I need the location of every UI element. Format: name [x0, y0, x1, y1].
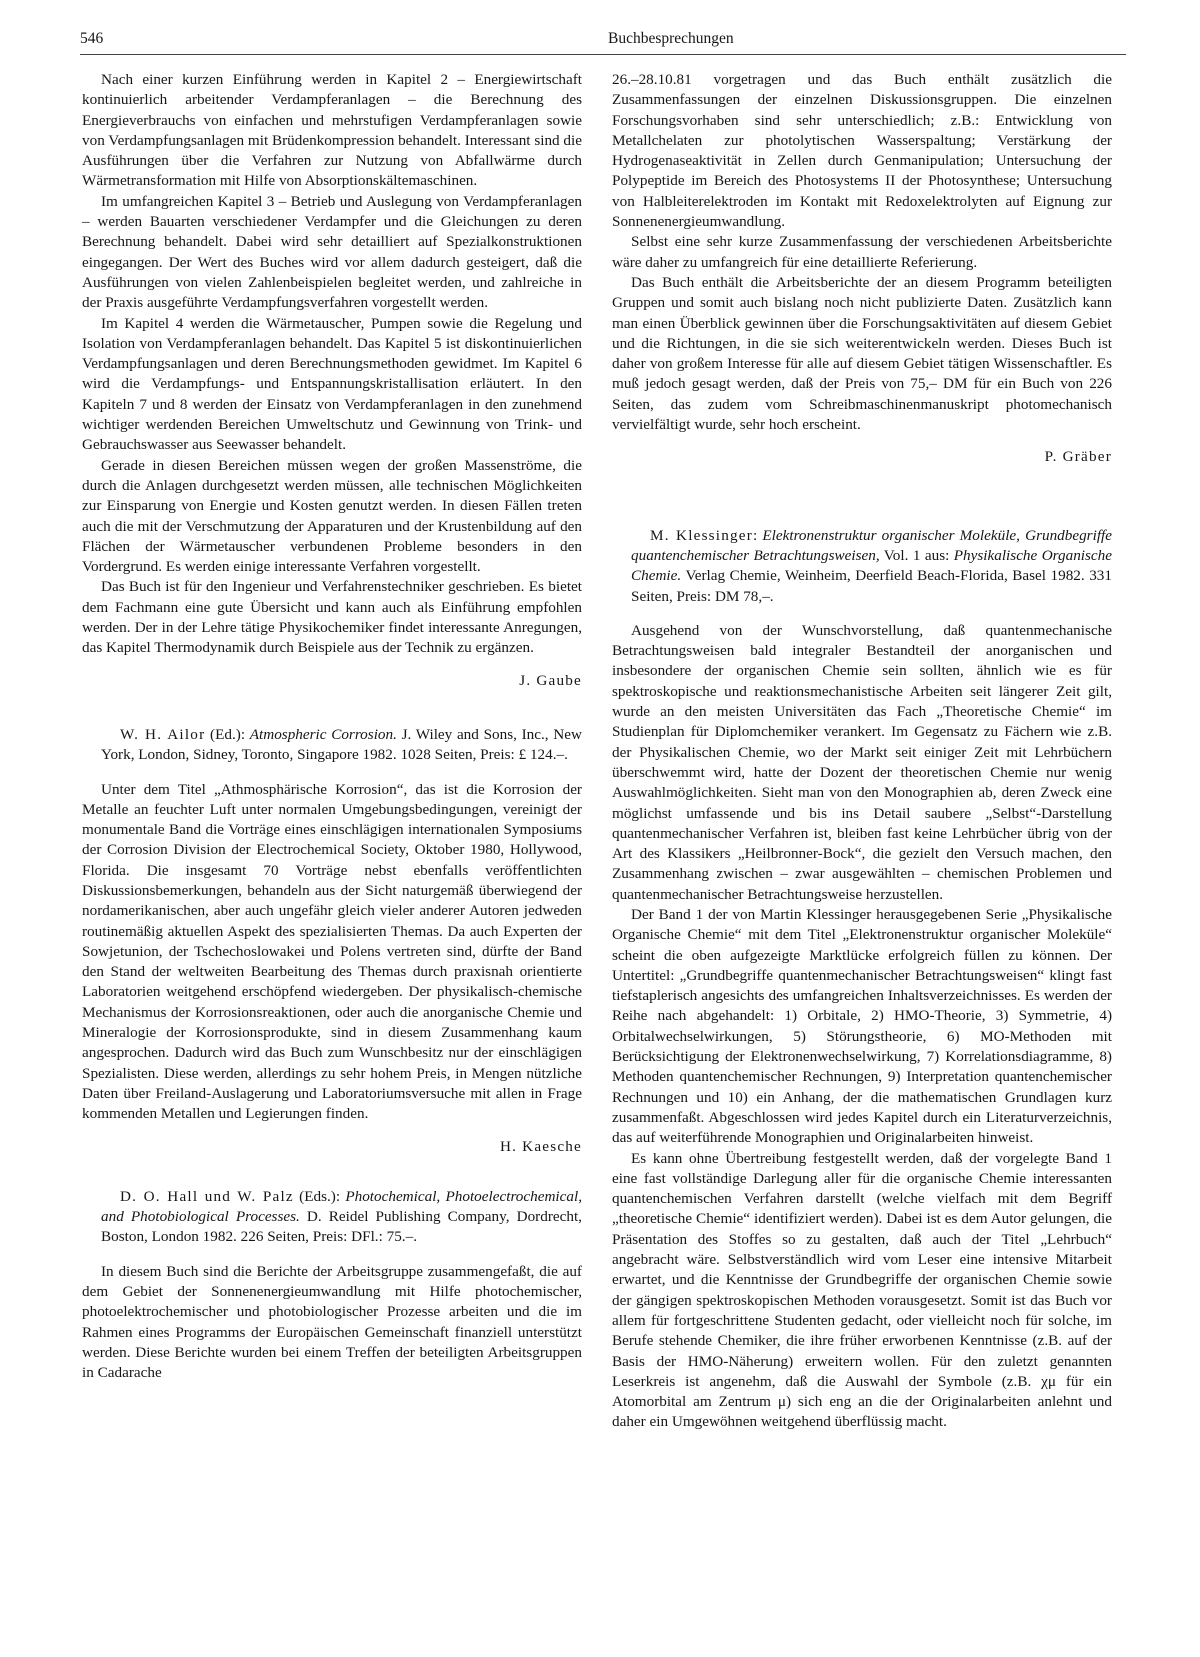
- review3-citation: [82, 1187, 582, 1248]
- review4-editor-note: :: [753, 526, 763, 544]
- review2-paragraph: Unter dem Titel „Athmosphärische Korrosion“, das ist die Korrosion der Metalle an feuchter Luft unter normalen Umgebungsbedingungen, vereinigt der monumentale Band die Vorträge eines einschlägigen internationalen Symposiums der Corrosion Division der Electrochemical Society, Oktober 1980, Hollywood, Florida. Die insgesamt 70 Vorträge nebst ebenfalls veröffentlichten Diskussionsbemerkungen, behandeln aus der Sicht naturgemäß überwiegend der nordamerikanischen, aber auch ungefähr gleich vieler anderer Autoren jedweden routinemäßig aktuellen Aspekt des spezialisierten Themas. Da auch Experten der Sowjetunion, der Tschechoslowakei und Polens vertreten sind, dürfte der Band den Stand der weltweiten Bearbeitung des Themas durch praxisnah orientierte Laboratorien weitgehend erschöpfend wiedergeben. Der physikalisch-chemische Mechanismus der Korrosionsreaktionen, oder auch die anorganische Chemie und Mineralogie der Korrosionsprodukte, sind in diesem Zusammenhang kaum angesprochen. Dadurch wird das Buch zum Wunschbesitz nur der einschlägigen Spezialisten. Diese werden, allerdings zu sehr hohem Preis, in Mengen nützliche Daten über Freiland-Auslagerung und Laboratoriumsversuche mit allen in Frage kommenden Metallen und Legierungen finden.: [82, 780, 582, 1123]
- review4-volume: Vol. 1 aus:: [879, 546, 954, 564]
- review3-editor-note: (Eds.):: [293, 1187, 346, 1205]
- review3-author: D. O. Hall und W. Palz: [120, 1187, 294, 1205]
- review3-paragraph: In diesem Buch sind die Berichte der Arbeitsgruppe zusammengefaßt, die auf dem Gebiet der Sonnenenergieumwandlung mit Hilfe photochemischer, photoelektrochemischer und photobiologischer Prozesse arbeiten und die im Rahmen eines Programms der Europäischen Gemeinschaft finanziell unterstützt werden. Diese Berichte wurden bei einem Treffen der beteiligten Arbeitsgruppen in Cadarache: [82, 1262, 582, 1382]
- review1-paragraph: Das Buch ist für den Ingenieur und Verfahrenstechniker geschrieben. Es bietet dem Fachmann eine gute Übersicht und kann auch als Einführung empfohlen werden. Der in der Lehre tätige Physikochemiker findet interessante Anregungen, das Kapitel Thermodynamik durch Beispiele aus der Technik zu ergänzen.: [82, 578, 582, 657]
- review3-continuation: 26.–28.10.81 vorgetragen und das Buch enthält zusätzlich die Zusammenfassungen der einzelnen Diskussionsgruppen. Die einzelnen Forschungsvorhaben sind sehr unterschiedlich; z.B.: Entwicklung von Metallchelaten zur photolytischen Wasserspaltung; Verstärkung der Hydrogenaseaktivität in Zellen durch Genmanipulation; Untersuchung der Polypeptide im Bereich des Photosystems II der Photosynthese; Untersuchung von Halbleiterelektroden im Kontakt mit Redoxelektrolyten auf Eignung zur Sonnenenergieumwandlung.: [612, 71, 1112, 231]
- review1-paragraph: Im Kapitel 4 werden die Wärmetauscher, Pumpen sowie die Regelung und Isolation von Verdampferanlagen behandelt. Das Kapitel 5 ist diskontinuierlichen Verdampfungsanlagen und deren Berechnungsmethoden gewidmet. Im Kapitel 6 wird die Verdampfungs- und Entspannungskristallisation erläutert. In den Kapiteln 7 und 8 werden der Einsatz von Verdampferanlagen in den zunehmend wichtiger werdenden Bereichen Umweltschutz und Gewinnung von Trink- und Gebrauchswasser aus Seewasser behandelt.: [82, 314, 582, 454]
- review4-paragraph: Der Band 1 der von Martin Klessinger herausgegebenen Serie „Physikalische Organische Chemie“ mit dem Titel „Elektronenstruktur organischer Moleküle“ scheint die oben aufgezeigte Marktlücke erfolgreich füllen zu können. Der Untertitel: „Grundbegriffe quantenmechanischer Betrachtungsweisen“ klingt fast tiefstaplerisch angesichts des umfangreichen Inhaltsverzeichnisses. Es werden der Reihe nach abgehandelt: 1) Orbitale, 2) HMO-Theorie, 3) Symmetrie, 4) Orbitalwechselwirkungen, 5) Störungstheorie, 6) MO-Methoden mit Berücksichtigung der Elektronenwechselwirkung, 7) Korrelationsdiagramme, 8) Methoden quantenchemischer Rechnungen, 9) Interpretation quantenchemischer Rechnungen und 10) ein Anhang, der die mathematischen Grundlagen kurz zusammenfaßt. Abgeschlossen wird jedes Kapitel durch ein Literaturverzeichnis, das auf weiterführende Monographien und Originalarbeiten hinweist.: [612, 905, 1112, 1147]
- page-number: 546: [80, 30, 104, 47]
- review2-signature: H. Kaesche: [500, 1137, 582, 1155]
- review3-paragraph: Das Buch enthält die Arbeitsberichte der an diesem Programm beteiligten Gruppen und somit auch bislang noch nicht publizierte Daten. Zusätzlich kann man einen Überblick gewinnen über die Forschungsaktivitäten auf diesem Gebiet und die Richtungen, in die sie sich weiterentwickeln werden. Dieses Buch ist daher von großem Interesse für alle auf diesem Gebiet tätigen Wissenschaftler. Es muß jedoch gesagt werden, daß der Preis von 75,– DM für ein Buch von 226 Seiten, das zudem vom Schreibmaschinenmanuskript photomechanisch vervielfältigt wurde, sehr hoch erscheint.: [612, 273, 1112, 434]
- review2-publisher: J. Wiley and Sons, Inc., New York, London, Sidney, Toronto, Singapore 1982. 1028 Seiten, Preis: £ 124.–.: [101, 725, 582, 764]
- running-head: Buchbesprechungen: [608, 30, 734, 47]
- review3-signature: P. Gräber: [1044, 448, 1112, 466]
- left-column: [82, 70, 582, 1384]
- page-header: [80, 30, 1126, 55]
- review3-paragraph: Selbst eine sehr kurze Zusammenfassung der verschiedenen Arbeitsberichte wäre daher zu umfangreich für eine detaillierte Referierung.: [612, 233, 1112, 271]
- review4-paragraph: Ausgehend von der Wunschvorstellung, daß quantenmechanische Betrachtungsweisen bald integraler Bestandteil der anorganischen und insbesondere der organischen Chemie sein sollten, ähnlich wie es für spektroskopische und reaktionsmechanistische Arbeiten seit längerer Zeit gilt, wurde an den meisten Universitäten das Fach „Theoretische Chemie“ im Studienplan für Diplomchemiker verankert. Im Gegensatz zu Fächern wie z.B. der Physikalischen Chemie, wo der Markt seit einiger Zeit mit Lehrbüchern überschwemmt wird, hatte der Dozent der theoretischen Chemie nur wenig Auswahlmöglichkeiten. Sieht man von den Monographien ab, deren Zweck eine möglichst umfassende und bis ins Detail saubere „Selbst“-Darstellung quantenmechanischer Verfahren ist, bleiben fast keine Lehrbücher übrig von der Art des Klassikers „Heilbronner-Bock“, die gezielt den Versuch machen, den Zusammenhang zwischen – zwar ausgewählten – chemischen Problemen und quantenmechanischer Betrachtungsweise herzustellen.: [612, 621, 1112, 903]
- review1-paragraph: Nach einer kurzen Einführung werden in Kapitel 2 – Energiewirtschaft kontinuierlich arbeitender Verdampferanlagen – die Berechnung des Energieverbrauchs von einfachen und mehrstufigen Verdampferanlagen sowie von Verdampfungsanlagen mit Brüdenkompression behandelt. Interessant sind die Ausführungen über die Verfahren zur Nutzung von Abfallwärme durch Wärmetransformation mit Hilfe von Absorptionskältemaschinen.: [82, 71, 582, 190]
- review2-title: Atmospheric Corrosion.: [249, 725, 397, 743]
- review4-title: Elektronenstruktur organischer Moleküle, Grundbegriffe quantenchemischer Betrachtungsweisen,: [631, 526, 1112, 564]
- review3-title: Photochemical, Photoelectrochemical, and Photobiological Processes.: [101, 1187, 582, 1226]
- review2-citation: [82, 725, 582, 766]
- review1-paragraph: Gerade in diesen Bereichen müssen wegen der großen Massenströme, die durch die Anlagen durchgesetzt werden müssen, alle technischen Möglichkeiten zur Einsparung von Energie und Kosten genutzt werden. In diesen Fällen treten auch die mit der Verschmutzung der Apparaturen und der Krustenbildung auf den Flächen der Wärmetauscher verbundenen Probleme besonders in den Vordergrund. Es werden einige interessante Verfahren vorgestellt.: [82, 456, 582, 576]
- review1-paragraph: Im umfangreichen Kapitel 3 – Betrieb und Auslegung von Verdampferanlagen – werden Bauarten verschiedener Verdampfer und die Gleichungen zu deren Berechnung behandelt. Dabei wird sehr detailliert auf Spezialkonstruktionen eingegangen. Der Wert des Buches wird vor allem dadurch gesteigert, daß die Ausführungen von vielen Zahlenbeispielen begleitet werden, und zahlreiche in der Praxis ausgeführte Verdampfungsverfahren vorgestellt werden.: [82, 192, 582, 312]
- review2-editor-note: (Ed.):: [205, 725, 250, 743]
- review4-citation: [612, 526, 1112, 607]
- review1-signature: J. Gaube: [519, 671, 582, 689]
- review2-author: W. H. Ailor: [120, 725, 206, 743]
- review4-series: Physikalische Organische Chemie.: [631, 546, 1112, 585]
- right-column: [612, 70, 1112, 1433]
- review3-publisher: D. Reidel Publishing Company, Dordrecht, Boston, London 1982. 226 Seiten, Preis: DFl.: 75.–.: [101, 1208, 582, 1246]
- review4-paragraph: Es kann ohne Übertreibung festgestellt werden, daß der vorgelegte Band 1 eine fast vollständige Darlegung aller für die organische Chemie interessanten quantenchemischen Verfahren darstellt (welche vielfach mit dem Begriff „theoretische Chemie“ identifiziert werden). Dabei ist es dem Autor gelungen, die Präsentation des Stoffes so zu gestalten, daß auch der Titel „Lehrbuch“ angebracht wäre. Selbstverständlich wird vom Leser eine intensive Mitarbeit erwartet, und die Kenntnisse der Grundbegriffe der organischen Chemie sowie der gängigen spektroskopischen Methoden vorausgesetzt. Somit ist das Buch vor allem für fortgeschrittene Studenten gedacht, oder vielleicht noch für solche, im Berufe stehende Chemiker, die ihre früher erworbenen Kenntnisse (z.B. auf der Basis der HMO-Näherung) erweitern wollen. Für den zuletzt genannten Leserkreis ist angenehm, daß die Auswahl der Symbole (z.B. χμ für ein Atomorbital am Zentrum μ) sich eng an die der Originalarbeiten anlehnt und daher ein Umgewöhnen weitgehend überflüssig macht.: [612, 1149, 1112, 1431]
- review4-publisher: Verlag Chemie, Weinheim, Deerfield Beach-Florida, Basel 1982. 331 Seiten, Preis: DM 78,–.: [631, 567, 1112, 605]
- review4-author: M. Klessinger: [650, 526, 753, 544]
